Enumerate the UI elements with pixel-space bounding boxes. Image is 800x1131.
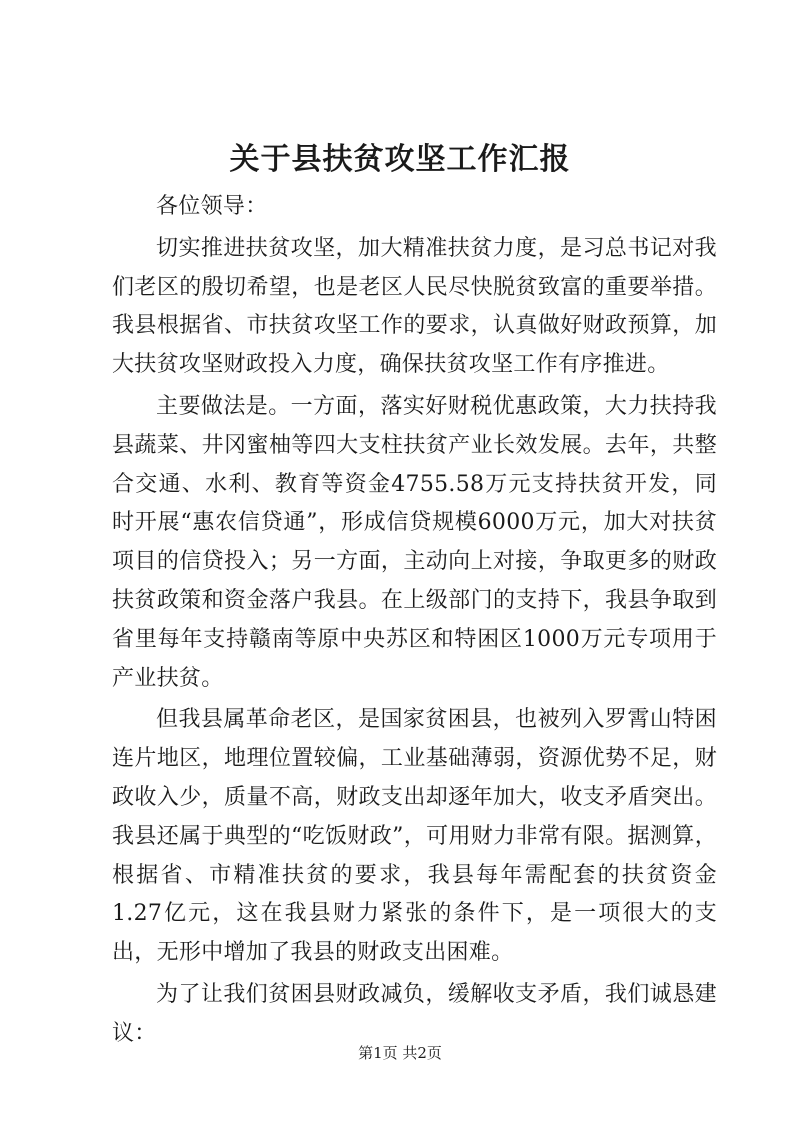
suggestions-intro-paragraph: 为了让我们贫困县财政减负，缓解收支矛盾，我们诚恳建议：	[112, 981, 717, 1046]
intro-paragraph: 切实推进扶贫攻坚，加大精准扶贫力度，是习总书记对我们老区的殷切希望，也是老区人民尽快脱贫致富的重要举措。我县根据省、市扶贫攻坚工作的要求，认真做好财政预算，加大扶贫攻坚财政投入力度，确保扶贫攻坚工作有序推进。	[112, 235, 717, 378]
salutation-paragraph: 各位领导：	[156, 194, 268, 219]
page-number-footer: 第1页 共2页	[358, 1044, 442, 1062]
difficulties-paragraph: 但我县属革命老区，是国家贫困县，也被列入罗霄山特困连片地区，地理位置较偏，工业基础薄弱，资源优势不足，财政收入少，质量不高，财政支出却逐年加大，收支矛盾突出。我县还属于典型的“吃饭财政”，可用财力非常有限。据测算，根据省、市精准扶贫的要求，我县每年需配套的扶贫资金1.27亿元，这在我县财力紧张的条件下，是一项很大的支出，无形中增加了我县的财政支出困难。	[112, 707, 717, 966]
measures-paragraph: 主要做法是。一方面，落实好财税优惠政策，大力扶持我县蔬菜、井冈蜜柚等四大支柱扶贫产业长效发展。去年，共整合交通、水利、教育等资金4755.58万元支持扶贫开发，同时开展“惠农信贷通”，形成信贷规模6000万元，加大对扶贫项目的信贷投入；另一方面，主动向上对接，争取更多的财政扶贫政策和资金落户我县。在上级部门的支持下，我县争取到省里每年支持赣南等原中央苏区和特困区1000万元专项用于产业扶贫。	[112, 393, 717, 691]
document-body	[112, 188, 717, 1054]
document-title: 关于县扶贫攻坚工作汇报	[229, 142, 571, 177]
